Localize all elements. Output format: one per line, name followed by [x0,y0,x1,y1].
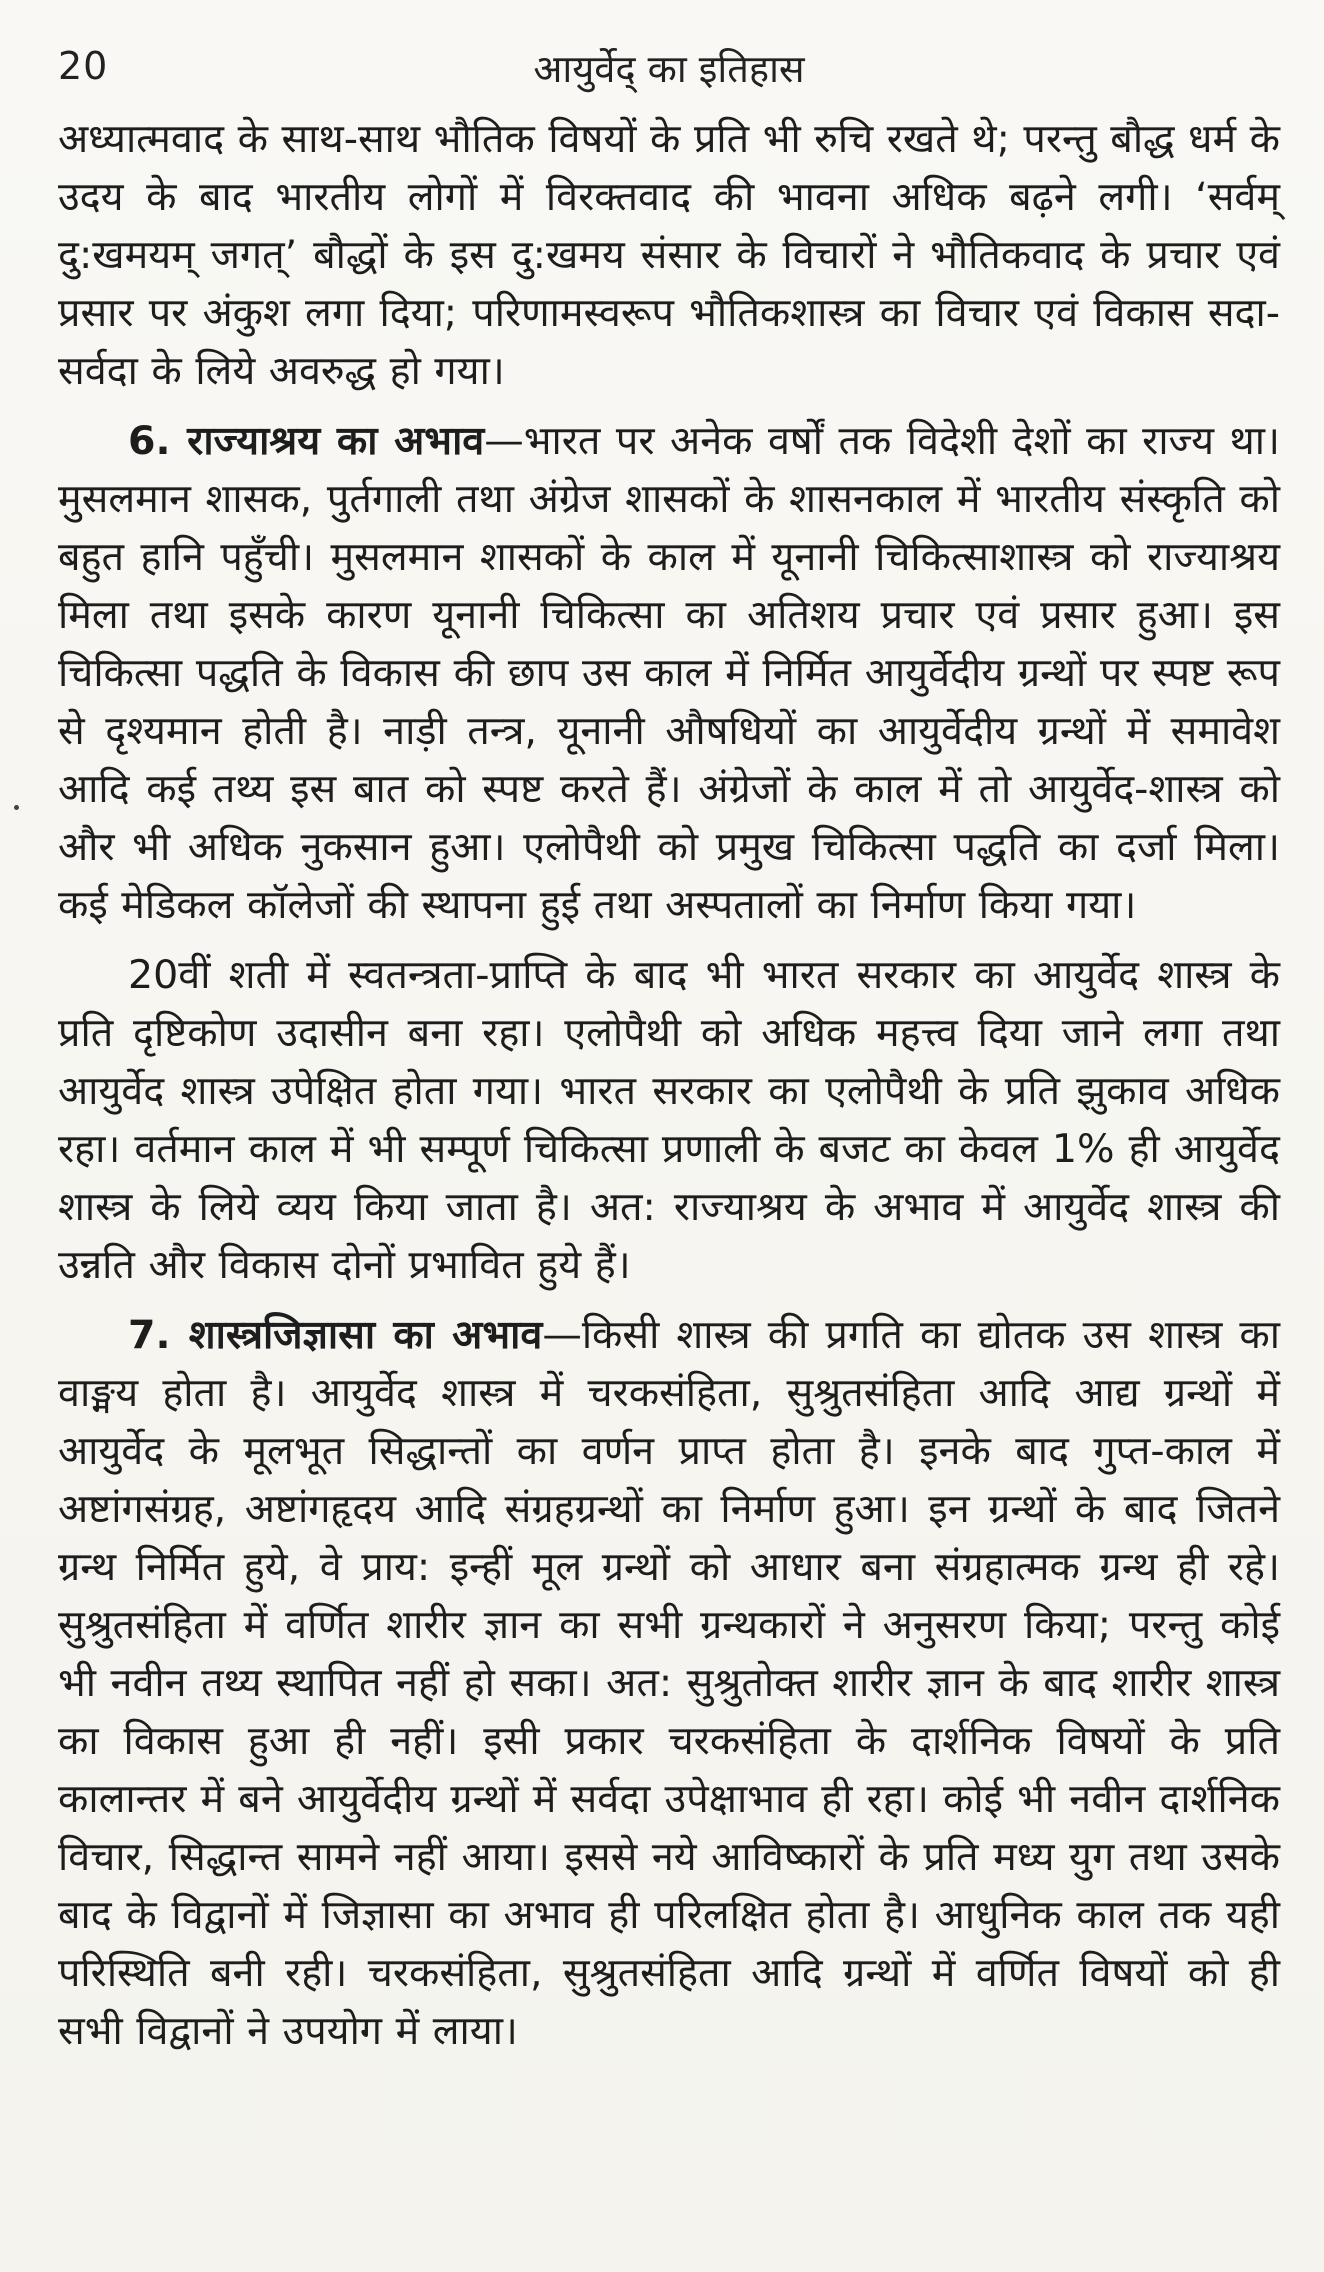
paragraph-3-text: 20वीं शती में स्वतन्त्रता-प्राप्ति के बाद भी भारत सरकार का आयुर्वेद शास्त्र के प्रति दृष्टिकोण उदासीन बना रहा। एलोपैथी को अधिक महत्त्व दिया जाने लगा तथा आयुर्वेद शास्त्र उपेक्षित होता गया। भारत सरकार का एलोपैथी के प्रति झुकाव अधिक रहा। वर्तमान काल में भी सम्पूर्ण चिकित्सा प्रणाली के बजट का केवल 1% ही आयुर्वेद शास्त्र के लिये व्यय किया जाता है। अत: राज्याश्रय के अभाव में आयुर्वेद शास्त्र की उन्नति और विकास दोनों प्रभावित हुये हैं। [58,952,1280,1288]
paragraph-4-text: —किसी शास्त्र की प्रगति का द्योतक उस शास्त्र का वाङ्मय होता है। आयुर्वेद शास्त्र में चरकसंहिता, सुश्रुतसंहिता आदि आद्य ग्रन्थों में आयुर्वेद के मूलभूत सिद्धान्तों का वर्णन प्राप्त होता है। इनके बाद गुप्त-काल में अष्टांगसंग्रह, अष्टांगहृदय आदि संग्रहग्रन्थों का निर्माण हुआ। इन ग्रन्थों के बाद जितने ग्रन्थ निर्मित हुये, वे प्राय: इन्हीं मूल ग्रन्थों को आधार बना संग्रहात्मक ग्रन्थ ही रहे। सुश्रुतसंहिता में वर्णित शारीर ज्ञान का सभी ग्रन्थकारों ने अनुसरण किया; परन्तु कोई भी नवीन तथ्य स्थापित नहीं हो सका। अत: सुश्रुतोक्त शारीर ज्ञान के बाद शारीर शास्त्र का विकास हुआ ही नहीं। इसी प्रकार चरकसंहिता के दार्शनिक विषयों के प्रति कालान्तर में बने आयुर्वेदीय ग्रन्थों में सर्वदा उपेक्षाभाव ही रहा। कोई भी नवीन दार्शनिक विचार, सिद्धान्त सामने नहीं आया। इससे नये आविष्कारों के प्रति मध्य युग तथा उसके बाद के विद्वानों में जिज्ञासा का अभाव ही परिलक्षित होता है। आधुनिक काल तक यही परिस्थिति बनी रही। चरकसंहिता, सुश्रुतसंहिता आदि ग्रन्थों में वर्णित विषयों को ही सभी विद्वानों ने उपयोग में लाया। [58,1312,1280,2054]
paragraph-4 [58,1306,1280,2060]
paragraph-1 [58,110,1280,400]
paragraph-3 [58,946,1280,1294]
page-header [58,38,1280,102]
paragraph-2-text: —भारत पर अनेक वर्षों तक विदेशी देशों का राज्य था। मुसलमान शासक, पुर्तगाली तथा अंग्रेज शासकों के शासनकाल में भारतीय संस्कृति को बहुत हानि पहुँची। मुसलमान शासकों के काल में यूनानी चिकित्साशास्त्र को राज्याश्रय मिला तथा इसके कारण यूनानी चिकित्सा का अतिशय प्रचार एवं प्रसार हुआ। इस चिकित्सा पद्धति के विकास की छाप उस काल में निर्मित आयुर्वेदीय ग्रन्थों पर स्पष्ट रूप से दृश्यमान होती है। नाड़ी तन्त्र, यूनानी औषधियों का आयुर्वेदीय ग्रन्थों में समावेश आदि कई तथ्य इस बात को स्पष्ट करते हैं। अंग्रेजों के काल में तो आयुर्वेद-शास्त्र को और भी अधिक नुकसान हुआ। एलोपैथी को प्रमुख चिकित्सा पद्धति का दर्जा मिला। कई मेडिकल कॉलेजों की स्थापना हुई तथा अस्पतालों का निर्माण किया गया। [58,418,1280,928]
section-heading-7: 7. शास्त्रजिज्ञासा का अभाव [128,1312,543,1358]
paragraph-2 [58,412,1280,934]
running-title: आयुर्वेद् का इतिहास [533,47,805,91]
scan-dot-mark [14,805,19,810]
page-number: 20 [58,44,109,88]
paragraph-1-text: अध्यात्मवाद के साथ-साथ भौतिक विषयों के प्रति भी रुचि रखते थे; परन्तु बौद्ध धर्म के उदय के बाद भारतीय लोगों में विरक्तवाद की भावना अधिक बढ़ने लगी। ‘सर्वम् दु:खमयम् जगत्’ बौद्धों के इस दु:खमय संसार के विचारों ने भौतिकवाद के प्रचार एवं प्रसार पर अंकुश लगा दिया; परिणामस्वरूप भौतिकशास्त्र का विचार एवं विकास सदा-सर्वदा के लिये अवरुद्ध हो गया। [58,116,1280,394]
body-text [58,110,1280,2060]
section-heading-6: 6. राज्याश्रय का अभाव [128,418,485,464]
